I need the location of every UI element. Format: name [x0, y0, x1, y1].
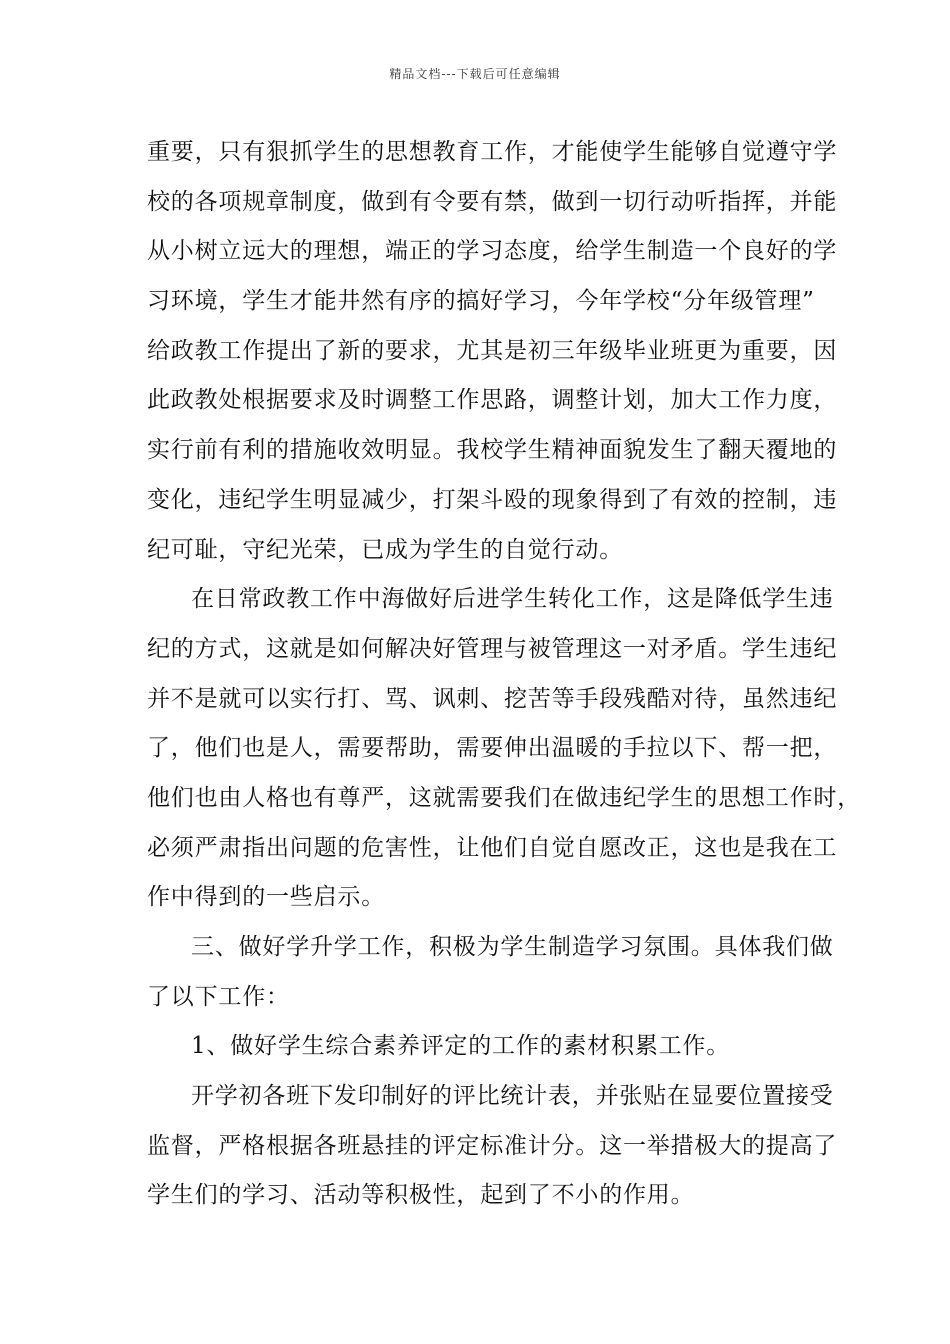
- text-line: 学生们的学习、活动等积极性，起到了不小的作用。: [147, 1182, 695, 1209]
- text-line: 纪的方式，这就是如何解决好管理与被管理这一对矛盾。学生违纪: [147, 635, 838, 662]
- text-line: 监督，严格根据各班悬挂的评定标准计分。这一举措极大的提高了: [147, 1132, 838, 1159]
- text-line: 实行前有利的措施收效明显。我校学生精神面貌发生了翻天覆地的: [147, 437, 838, 464]
- text-line: 纪可耻，守纪光荣，已成为学生的自觉行动。: [147, 536, 623, 563]
- paragraph-first-line: 在日常政教工作中海做好后进学生转化工作，这是降低学生违: [191, 586, 834, 613]
- text-line: 必须严肃指出问题的危害性，让他们自觉自愿改正，这也是我在工: [147, 834, 838, 861]
- text-line: 作中得到的一些启示。: [147, 884, 385, 911]
- text-line: 并不是就可以实行打、骂、讽刺、挖苦等手段残酷对待，虽然违纪: [147, 685, 838, 712]
- text-line: 了，他们也是人，需要帮助，需要伸出温暖的手拉以下、帮一把，: [147, 735, 838, 762]
- text-line: 给政教工作提出了新的要求，尤其是初三年级毕业班更为重要，因: [147, 337, 838, 364]
- list-item-line: 1、做好学生综合素养评定的工作的素材积累工作。: [191, 1033, 731, 1060]
- text-line: 习环境，学生才能井然有序的搞好学习，今年学校“分年级管理”: [147, 288, 815, 315]
- text-line: 他们也由人格也有尊严，这就需要我们在做违纪学生的思想工作时，: [147, 784, 861, 811]
- document-body: [147, 128, 861, 1221]
- text-line: 变化，违纪学生明显减少，打架斗殴的现象得到了有效的控制，违: [147, 486, 838, 513]
- text-line: 从小树立远大的理想，端正的学习态度，给学生制造一个良好的学: [147, 238, 838, 265]
- section-heading-line: 三、做好学升学工作，积极为学生制造学习氛围。具体我们做: [191, 934, 834, 960]
- page-header: 精品文档---下载后可任意编辑: [389, 67, 561, 81]
- paragraph-first-line: 开学初各班下发印制好的评比统计表，并张贴在显要位置接受: [191, 1083, 834, 1110]
- text-line: 此政教处根据要求及时调整工作思路，调整计划，加大工作力度，: [147, 387, 838, 414]
- text-line: 了以下工作：: [147, 983, 290, 1010]
- text-line: 重要，只有狠抓学生的思想教育工作，才能使学生能够自觉遵守学: [147, 139, 838, 165]
- text-line: 校的各项规章制度，做到有令要有禁，做到一切行动听指挥，并能: [147, 188, 838, 215]
